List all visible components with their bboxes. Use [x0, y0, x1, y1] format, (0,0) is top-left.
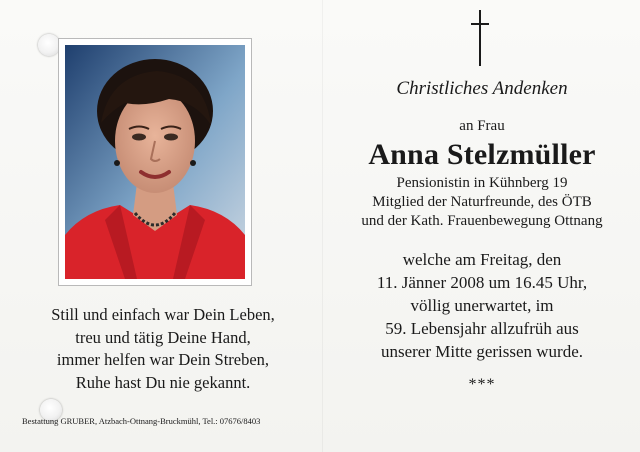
announcement-line: 11. Jänner 2008 um 16.45 Uhr, — [376, 273, 588, 292]
funeral-home-footer: Bestattung GRUBER, Atzbach-Ottnang-Bruckmühl, Tel.: 07676/8403 — [22, 416, 261, 426]
poem-line: immer helfen war Dein Streben, — [56, 350, 270, 369]
punch-hole-icon — [38, 34, 60, 56]
memorial-poem — [18, 304, 308, 394]
closing-stars: *** — [468, 376, 496, 393]
deceased-name: Anna Stelzmüller — [368, 138, 596, 171]
cross-icon — [470, 10, 490, 66]
portrait-illustration — [65, 45, 245, 279]
card-header: Christliches Andenken — [396, 78, 568, 99]
announcement-text — [336, 248, 628, 363]
deceased-details — [336, 174, 628, 231]
announcement-line: völlig unerwartet, im — [410, 296, 554, 315]
announcement-line: unserer Mitte gerissen wurde. — [380, 342, 584, 361]
salutation: an Frau — [459, 118, 505, 134]
portrait-photo — [65, 45, 245, 279]
announcement-line: 59. Lebensjahr allzufrüh aus — [385, 319, 579, 338]
details-line: und der Kath. Frauenbewegung Ottnang — [361, 213, 603, 229]
poem-line: treu und tätig Deine Hand, — [75, 327, 251, 347]
fold-line — [322, 0, 323, 452]
portrait-frame — [58, 38, 252, 286]
details-line: Pensionistin in Kühnberg 19 — [396, 175, 568, 191]
poem-line: Still und einfach war Dein Leben, — [51, 305, 275, 324]
announcement-line: welche am Freitag, den — [402, 250, 562, 269]
poem-line: Ruhe hast Du nie gekannt. — [75, 372, 251, 392]
details-line: Mitglied der Naturfreunde, des ÖTB — [372, 194, 592, 210]
